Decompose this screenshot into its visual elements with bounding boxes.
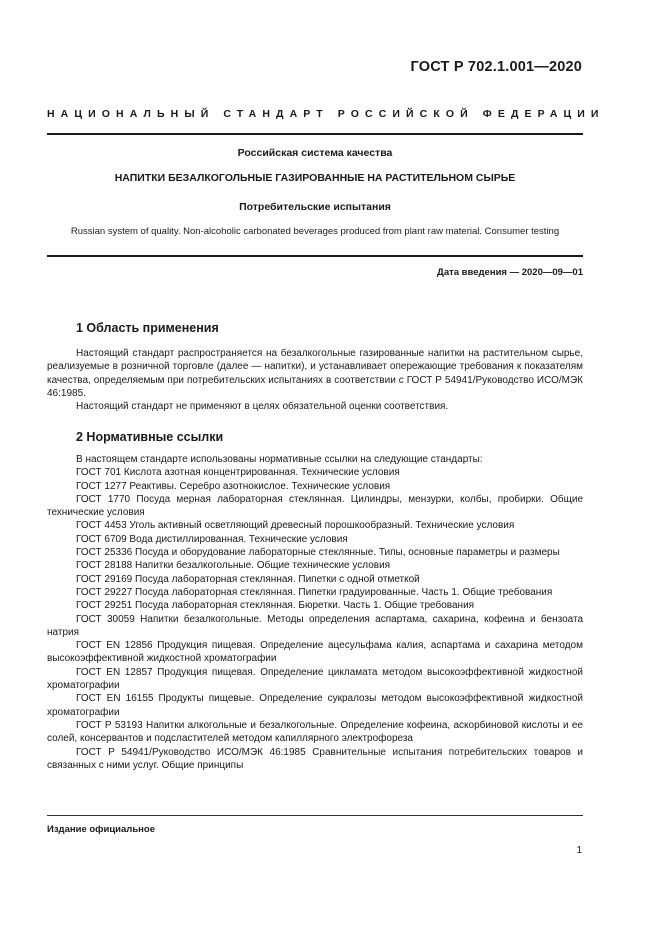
footer-divider (47, 815, 583, 816)
page-number: 1 (576, 845, 582, 856)
document-title: НАПИТКИ БЕЗАЛКОГОЛЬНЫЕ ГАЗИРОВАННЫЕ НА РАСТИТЕЛЬНОМ СЫРЬЕ (114, 172, 516, 184)
reference-item: ГОСТ 701 Кислота азотная концентрированная. Технические условия (76, 467, 400, 479)
document-code: ГОСТ Р 702.1.001—2020 (410, 59, 582, 75)
reference-item: ГОСТ 28188 Напитки безалкогольные. Общие технические условия (76, 560, 391, 572)
introduction-date: Дата введения — 2020—09—01 (437, 267, 583, 278)
section-2-heading: 2 Нормативные ссылки (76, 430, 224, 444)
reference-item: ГОСТ 25336 Посуда и оборудование лабораторные стеклянные. Типы, основные параметры и размеры (76, 547, 560, 559)
document-subtitle: Потребительские испытания (239, 201, 391, 213)
paragraph: Настоящий стандарт не применяют в целях обязательной оценки соответствия. (76, 401, 449, 413)
reference-item: ГОСТ 1277 Реактивы. Серебро азотнокислое. Технические условия (76, 480, 391, 492)
reference-item: ГОСТ 29227 Посуда лабораторная стеклянная. Пипетки градуированные. Часть 1. Общие требования (76, 586, 553, 598)
paragraph: Настоящий стандарт распространяется на безалкогольные газированные напитки на растительном сырье, реализуемые в розничной торговле (далее — напитки), и устанавливает опережающие требования к показателям качества, определяемым при потребительских испытаниях в соответствии с ГОСТ Р 54941/Руководство ИСО/МЭК 46:1985. (47, 348, 583, 399)
reference-item: ГОСТ 29251 Посуда лабораторная стеклянная. Бюретки. Часть 1. Общие требования (76, 600, 475, 612)
quality-system-label: Российская система качества (237, 147, 393, 159)
official-edition-label: Издание официальное (47, 824, 155, 835)
reference-item: ГОСТ EN 12856 Продукция пищевая. Определение ацесульфама калия, аспартама и сахарина методом высокоэффективной жидкостной хроматографии (47, 640, 583, 665)
reference-item: ГОСТ 6709 Вода дистиллированная. Технические условия (76, 533, 348, 545)
reference-item: ГОСТ EN 12857 Продукция пищевая. Определение цикламата методом высокоэффективной жидкостной хроматографии (47, 666, 583, 692)
english-title: Russian system of quality. Non-alcoholic carbonated beverages produced from plant raw material. Consumer testing (70, 226, 560, 237)
section-2-body (47, 453, 583, 772)
top-divider (47, 133, 583, 135)
reference-item: ГОСТ 29169 Посуда лабораторная стеклянная. Пипетки с одной отметкой (76, 573, 420, 585)
reference-item: ГОСТ Р 54941/Руководство ИСО/МЭК 46:1985 Сравнительные испытания потребительских товаров и связанных с ними услуг. Общие принципы (47, 746, 583, 771)
section-1-body (47, 347, 583, 413)
national-standard-banner: НАЦИОНАЛЬНЫЙ СТАНДАРТ РОССИЙСКОЙ ФЕДЕРАЦИИ (47, 108, 605, 120)
reference-item: ГОСТ 1770 Посуда мерная лабораторная стеклянная. Цилиндры, мензурки, колбы, пробирки. Общие технические условия (47, 493, 583, 519)
paragraph: В настоящем стандарте использованы нормативные ссылки на следующие стандарты: (76, 454, 483, 465)
reference-item: ГОСТ 30059 Напитки безалкогольные. Методы определения аспартама, сахарина, кофеина и бензоата натрия (47, 613, 583, 638)
reference-item: ГОСТ 4453 Уголь активный осветляющий древесный порошкообразный. Технические условия (76, 520, 515, 532)
title-divider (47, 255, 583, 257)
section-1-heading: 1 Область применения (76, 321, 219, 335)
reference-item: ГОСТ EN 16155 Продукты пищевые. Определение сукралозы методом высокоэффективной жидкостной хроматографии (47, 693, 583, 718)
reference-item: ГОСТ Р 53193 Напитки алкогольные и безалкогольные. Определение кофеина, аскорбиновой кислоты и ее солей, консервантов и подсластителей методом капиллярного электрофореза (47, 719, 583, 745)
